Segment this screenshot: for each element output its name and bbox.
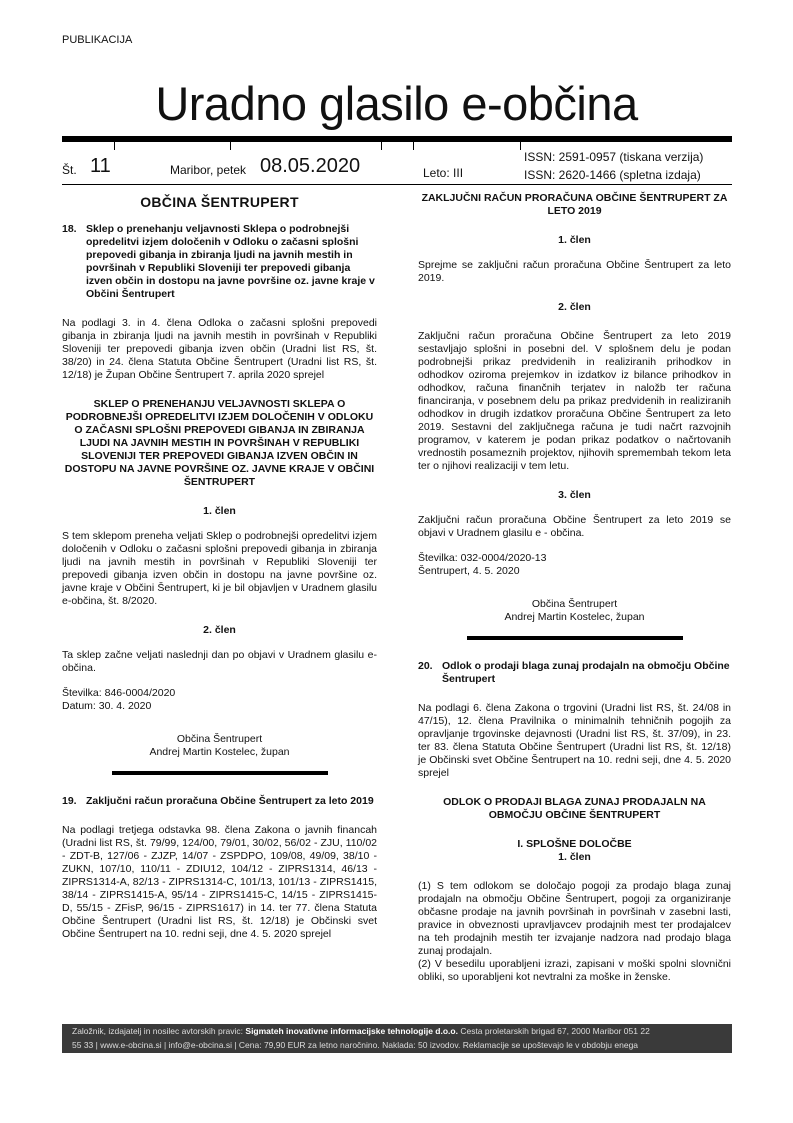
header-rule <box>62 184 732 185</box>
article-text: Sprejme se zaključni račun proračuna Občine Šentrupert za leto 2019. <box>418 259 731 284</box>
article-text: Ta sklep začne veljati naslednji dan po objavi v Uradnem glasilu e-občina. <box>62 649 377 674</box>
left-column <box>62 188 377 941</box>
right-column <box>418 188 731 984</box>
item-title: Sklep o prenehanju veljavnosti Sklepa o podrobnejši opredelitvi izjem določenih v Odloku o začasni splošni prepovedi gibanja in zbiranja ljudi na javnih mestih in površinah v Republiki Sloveniji ter prepovedi gibanja izven občin in dostopu na javne površine oz. javne kraje v Občini Šentrupert <box>86 223 375 300</box>
signature-name: Andrej Martin Kostelec, župan <box>504 611 645 623</box>
article-paragraph: (2) V besedilu uporabljeni izrazi, zapisani v moški spolni slovnični obliki, so uporabljeni kot nevtralni za moške in ženske. <box>418 958 731 983</box>
item-title: Odlok o prodaji blaga zunaj prodajaln na območju Občine Šentrupert <box>442 660 730 685</box>
article-label: 3. člen <box>558 489 591 501</box>
item-18-act-heading: SKLEP O PRENEHANJU VELJAVNOSTI SKLEPA O PODROBNEJŠI OPREDELITVI IZJEM DOLOČENIH V ODLOKU O ZAČASNI SPLOŠNI PREPOVEDI GIBANJA IN ZBIRANJA LJUDI NA JAVNIH MESTIH IN POVRŠINAH V REPUBLIKI SLOVENIJI TER PREPOVEDI GIBANJA IZVEN OBČIN IN DOSTOPU NA JAVNE POVRŠINE OZ. JAVNE KRAJE V OBČINI ŠENTRUPERT <box>64 398 375 488</box>
article-label: 2. člen <box>203 624 236 636</box>
item-18-heading <box>62 223 377 301</box>
footer-company: Sigmateh inovativne informacijske tehnologije d.o.o. <box>245 1026 458 1036</box>
footer-line-2: 55 33 | www.e-obcina.si | info@e-obcina.si | Cena: 79,90 EUR za letno naročnino. Naklada: 50 izvodov. Reklamacije se upoštevajo le v obdobju enega <box>72 1040 639 1050</box>
rule-tick <box>520 136 521 150</box>
issue-number: 11 <box>90 155 111 177</box>
article-text: Zaključni račun proračuna Občine Šentrupert za leto 2019 sestavljajo splošni in posebni del. V splošnem delu je podan podrobnejši prikaz predvidenih in realiziranih prihodkov in odhodkov oziroma prejemkov in izdatkov iz bilance prihodkov in odhodkov, računa finančnih terjatev in naložb ter računa financiranja, v posebnem delu pa prikaz predvidenih in realiziranih odhodkov in drugih izdatkov proračuna Občine Šentrupert za leto 2019. Sestavni del zaključnega računa je tudi načrt razvojnih programov, v katerem je podan prikaz podatkov o načrtovanih vrednostih posameznih projektov, njihovih spremembah tekom leta ter o njihovi realizaciji v tem letu. <box>418 330 731 472</box>
rule-tick <box>114 136 115 150</box>
article-label: 1. člen <box>558 851 591 863</box>
masthead-title: Uradno glasilo e-občina <box>155 77 638 130</box>
item-19-intro: Na podlagi tretjega odstavka 98. člena Zakona o javnih financah (Uradni list RS, št. 79/99, 124/00, 79/01, 30/02, 56/02 - ZJU, 110/02 - ZDT-B, 127/06 - ZJZP, 14/07 - ZSPDPO, 109/08, 49/09, 38/10 - ZUKN, 107/10, 110/11 - ZDIU12, 104/12 - ZIPRS1314, 46/13 - ZIPRS1314-A, 82/13 - ZIPRS1314-C, 101/13, 101/13 - ZIPRS1415, 38/14 - ZIPRS1415-A, 95/14 - ZIPRS1415-C, 14/15 - ZIPRS1415-D, 55/15 - ZFisP, 96/15 - ZIPRS1617) in 14. ter 77. člena Statuta Občine Šentrupert (Uradni list RS, št. 12/18) je Občinski svet Občine Šentrupert na 10. redni seji, dne 4. 5. 2020 sprejel <box>62 824 377 940</box>
publisher-footer <box>62 1024 732 1053</box>
rule-tick <box>381 136 382 150</box>
item-title: Zaključni račun proračuna Občine Šentrupert za leto 2019 <box>86 795 374 807</box>
document-number: Številka: 032-0004/2020-13 <box>418 552 547 564</box>
item-number: 20. <box>418 660 433 672</box>
item-20-heading <box>418 660 731 686</box>
document-date: Datum: 30. 4. 2020 <box>62 700 152 712</box>
item-number: 18. <box>62 223 77 235</box>
issn-print: ISSN: 2591-0957 (tiskana verzija) <box>524 150 704 164</box>
rule-tick <box>413 136 414 150</box>
signature-org: Občina Šentrupert <box>176 733 263 745</box>
issn-online: ISSN: 2620-1466 (spletna izdaja) <box>524 168 701 182</box>
issue-label: Št. <box>62 163 77 177</box>
document-number: Številka: 846-0004/2020 <box>62 687 176 699</box>
publication-label: PUBLIKACIJA <box>62 34 133 46</box>
year-label: Leto: III <box>423 166 464 180</box>
rule-tick <box>230 136 231 150</box>
footer-line-1 <box>72 1024 722 1038</box>
item-18-intro: Na podlagi 3. in 4. člena Odloka o začasni splošni prepovedi gibanja in zbiranja ljudi na javnih mestih in površinah v Republiki Sloveniji ter prepovedi gibanja izven občin (Uradni list RS, št. 38/20) in 24. člena Statuta Občine Šentrupert (Uradni list RS, št. 12/18) je Župan Občine Šentrupert 7. aprila 2020 sprejel <box>62 317 377 381</box>
masthead-rule <box>62 136 732 142</box>
document-place-date: Šentrupert, 4. 5. 2020 <box>418 565 520 577</box>
article-text: Zaključni račun proračuna Občine Šentrupert za leto 2019 se objavi v Uradnem glasilu e - občina. <box>418 514 731 539</box>
item-19-heading <box>62 795 377 808</box>
signature-org: Občina Šentrupert <box>531 598 618 610</box>
article-text: S tem sklepom preneha veljati Sklep o podrobnejši opredelitvi izjem določenih v Odloku o začasni splošni prepovedi gibanja in zbiranja ljudi na javnih mestih in površinah v Republiki Sloveniji ter prepovedi gibanja izven občin in dostopu na javne površine oz. javne kraje v Občini Šentrupert, ki je bil objavljen v Uradnem glasilu e-občina, št. 8/2020. <box>62 530 377 607</box>
item-number: 19. <box>62 795 77 807</box>
article-label: 1. člen <box>558 234 591 246</box>
issue-date: 08.05.2020 <box>260 155 361 177</box>
item-20-intro: Na podlagi 6. člena Zakona o trgovini (Uradni list RS, št. 24/08 in 47/15), 12. člena Pravilnika o minimalnih tehničnih pogojih za opravljanje trgovinske dejavnosti (Uradni list RS, št. 37/09), in 23. ter 83. člena Statuta Občine Šentrupert (Uradni list RS, št. 12/18) je Občinski svet Občine Šentrupert na 10. redni seji, dne 4. 5. 2020 sprejel <box>418 702 731 779</box>
footer-address: Cesta proletarskih brigad 67, 2000 Maribor 051 22 <box>460 1026 650 1036</box>
signature-name: Andrej Martin Kostelec, župan <box>149 746 290 758</box>
article-label: 1. člen <box>203 505 236 517</box>
organization-heading: OBČINA ŠENTRUPERT <box>140 194 299 210</box>
item-19-act-heading: ZAKLJUČNI RAČUN PRORAČUNA OBČINE ŠENTRUPERT ZA LETO 2019 <box>421 192 728 217</box>
footer-prefix: Založnik, izdajatelj in nosilec avtorskih pravic: <box>72 1026 244 1036</box>
article-paragraph: (1) S tem odlokom se določajo pogoji za prodajo blaga zunaj prodajaln na območju Občine Šentrupert, pogoji za organiziranje občasne prodaje na javnih površinah in površinah v zasebni lasti, pravice in obveznosti upravljavcev prodajnih mest ter prodajalcev na teh prodajnih mestih ter izvajanje nadzora nad prodajo blaga zunaj prodajaln. <box>418 880 731 957</box>
article-label: 2. člen <box>558 301 591 313</box>
item-20-act-heading: ODLOK O PRODAJI BLAGA ZUNAJ PRODAJALN NA OBMOČJU OBČINE ŠENTRUPERT <box>443 796 706 821</box>
place-day: Maribor, petek <box>170 163 247 177</box>
section-heading: I. SPLOŠNE DOLOČBE <box>517 838 632 850</box>
